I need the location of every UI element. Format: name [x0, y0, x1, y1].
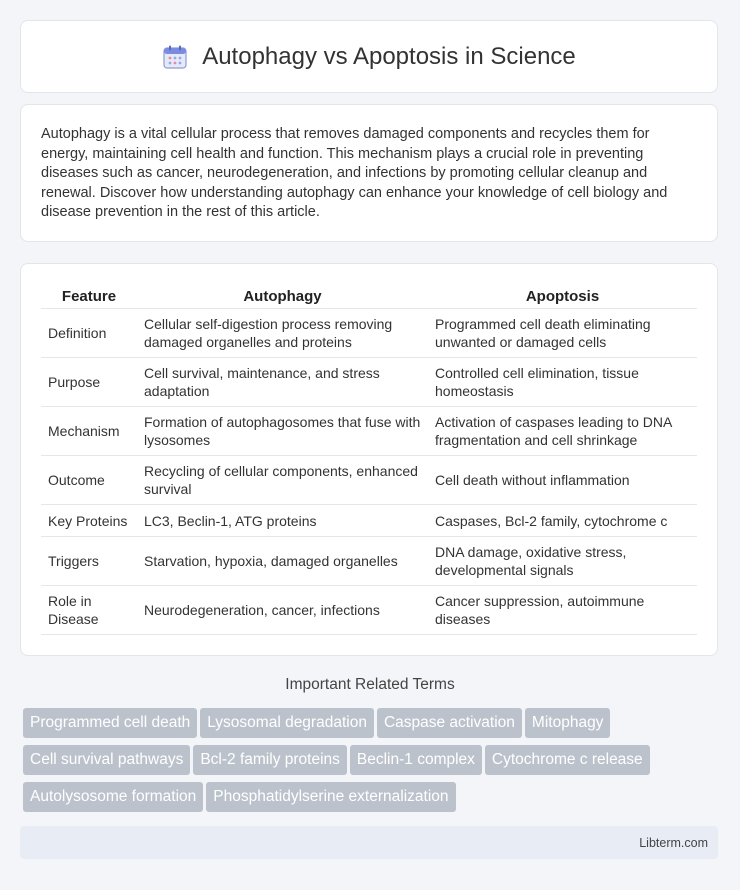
- table-cell: Cell death without inflammation: [428, 456, 697, 505]
- table-cell: LC3, Beclin-1, ATG proteins: [137, 505, 428, 537]
- table-cell: DNA damage, oxidative stress, developmental signals: [428, 537, 697, 586]
- table-row: [41, 505, 697, 537]
- term-tag[interactable]: Cytochrome c release: [485, 745, 650, 775]
- table-row: [41, 358, 697, 407]
- term-tag[interactable]: Caspase activation: [377, 708, 522, 738]
- table-cell: Starvation, hypoxia, damaged organelles: [137, 537, 428, 586]
- table-cell: Controlled cell elimination, tissue homeostasis: [428, 358, 697, 407]
- intro-paragraph: Autophagy is a vital cellular process that removes damaged components and recycles them for energy, maintaining cell health and function. This mechanism plays a crucial role in preventing diseases such as cancer, neurodegeneration, and infections by promoting cellular cleanup and renewal. Discover how understanding autophagy can enhance your knowledge of cell biology and disease prevention in the rest of this article.: [41, 126, 668, 221]
- term-tag[interactable]: Programmed cell death: [23, 708, 197, 738]
- term-tag[interactable]: Beclin-1 complex: [350, 745, 482, 775]
- related-terms-list: [23, 708, 723, 819]
- table-cell: Programmed cell death eliminating unwanted or damaged cells: [428, 309, 697, 358]
- table-row: [41, 456, 697, 505]
- term-tag[interactable]: Bcl-2 family proteins: [193, 745, 347, 775]
- term-tag[interactable]: Phosphatidylserine externalization: [206, 782, 455, 812]
- table-row: [41, 309, 697, 358]
- table-cell: Purpose: [41, 358, 137, 407]
- table-cell: Mechanism: [41, 407, 137, 456]
- table-cell: Cell survival, maintenance, and stress adaptation: [137, 358, 428, 407]
- page-title: Autophagy vs Apoptosis in Science: [202, 42, 576, 70]
- comparison-table: [41, 284, 697, 635]
- table-cell: Recycling of cellular components, enhanced survival: [137, 456, 428, 505]
- column-header: Apoptosis: [428, 284, 697, 309]
- table-row: [41, 407, 697, 456]
- intro-card: [20, 104, 718, 242]
- table-cell: Neurodegeneration, cancer, infections: [137, 586, 428, 635]
- header-card: [20, 20, 718, 93]
- table-cell: Formation of autophagosomes that fuse with lysosomes: [137, 407, 428, 456]
- footer: [20, 826, 718, 859]
- term-tag[interactable]: Lysosomal degradation: [200, 708, 374, 738]
- table-row: [41, 586, 697, 635]
- related-terms-title: Important Related Terms: [285, 676, 455, 693]
- calendar-icon: [162, 44, 188, 70]
- term-tag[interactable]: Autolysosome formation: [23, 782, 203, 812]
- table-row: [41, 537, 697, 586]
- term-tag[interactable]: Cell survival pathways: [23, 745, 190, 775]
- table-cell: Activation of caspases leading to DNA fragmentation and cell shrinkage: [428, 407, 697, 456]
- comparison-table-card: [20, 263, 718, 656]
- table-cell: Role in Disease: [41, 586, 137, 635]
- table-cell: Definition: [41, 309, 137, 358]
- column-header: Autophagy: [137, 284, 428, 309]
- table-header-row: [41, 284, 697, 309]
- table-cell: Outcome: [41, 456, 137, 505]
- table-cell: Cancer suppression, autoimmune diseases: [428, 586, 697, 635]
- table-cell: Key Proteins: [41, 505, 137, 537]
- column-header: Feature: [41, 284, 137, 309]
- footer-site-link[interactable]: Libterm.com: [639, 835, 708, 850]
- term-tag[interactable]: Mitophagy: [525, 708, 611, 738]
- table-cell: Caspases, Bcl-2 family, cytochrome c: [428, 505, 697, 537]
- table-cell: Cellular self-digestion process removing damaged organelles and proteins: [137, 309, 428, 358]
- table-cell: Triggers: [41, 537, 137, 586]
